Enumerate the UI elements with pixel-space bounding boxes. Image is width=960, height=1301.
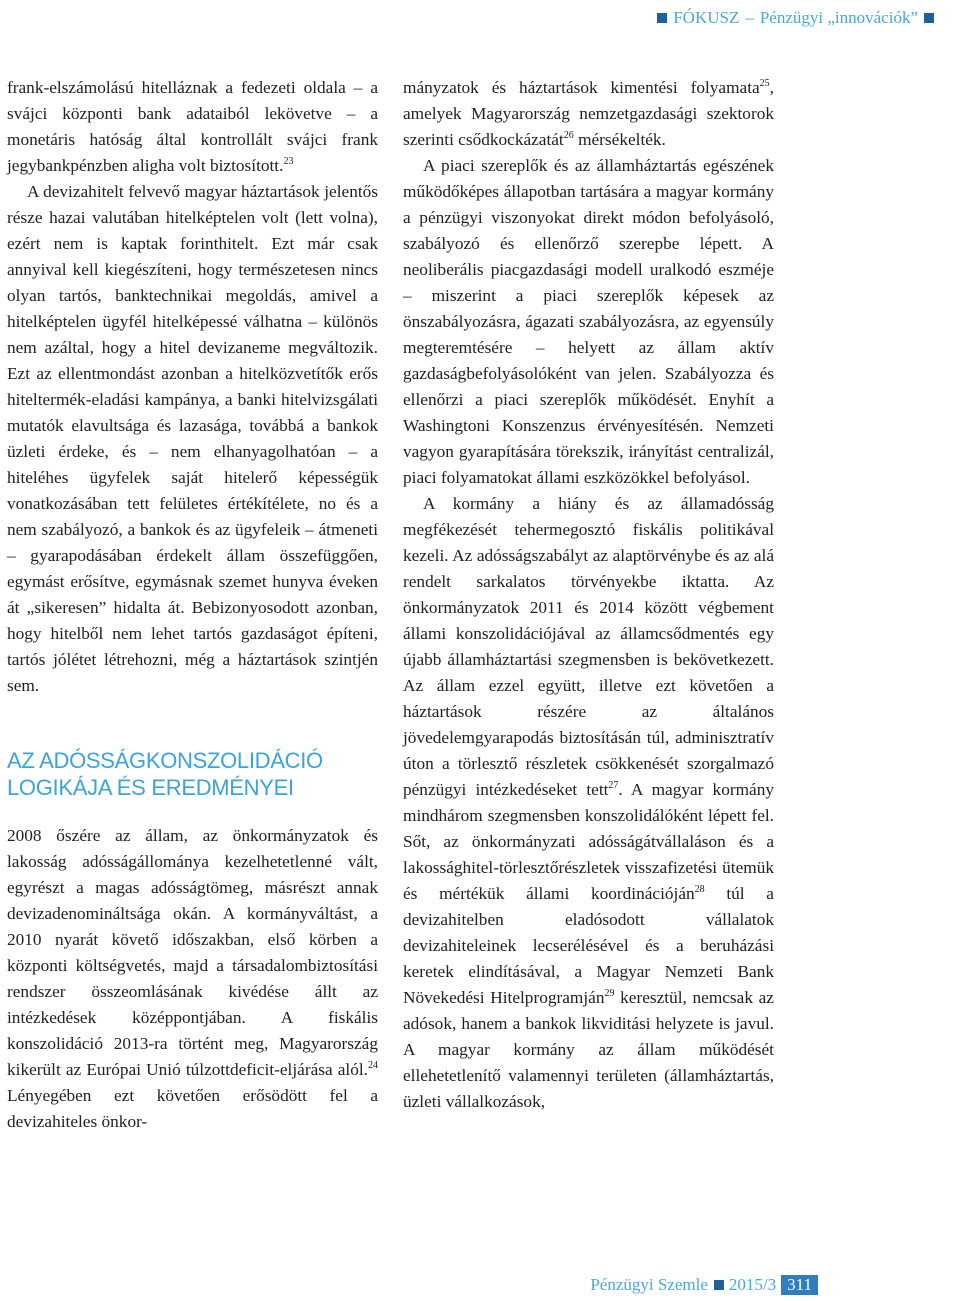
running-footer (590, 1274, 818, 1296)
paragraph-text: Lényegében ezt követően erősödött fel a devizahiteles önkor- (7, 1086, 378, 1131)
paragraph: A devizahitelt felvevő magyar háztartások jelentős része hazai valutában hitelképtelen volt (lett volna), ezért nem is kaptak forinthitelt. Ezt már csak annyival kell kiegészíteni, hogy természetesen nincs olyan tartós, banktechnikai megoldás, amivel a hitelképtelen ügyfél hitelképessé válhatna – különös nem azáltal, hogy a hitel devizaneme megváltozik. Ezt az ellentmondást azonban a hitelközvetítők erős hiteltermék-eladási kampánya, a banki hitelvizsgálati mutatók elavultsága és lazasága, továbbá a bankok üzleti érdeke, és – nem elhanyagolhatóan – a hiteléhes ügyfelek saját hitelerő képességük vonatkozásában tett felületes értékítélete, no és a nem szabályozó, a bankok és az ügyfeleik – átmeneti – gyarapodásában érdekelt állam összefüggően, egymást erősítve, egymásnak szemet hunyva éveken át „sikeresen” hidalta át. Bebizonyosodott azonban, hogy hitelből nem lehet tartós gazdaságot építeni, tartós jólétet létrehozni, még a háztartások szintjén sem. (7, 182, 378, 695)
header-separator: – (745, 8, 754, 27)
paragraph-text: túl a devizahitelben eladósodott vállalatok devizahiteleinek lecserélésével és a beruházási keretek elindításával, a Magyar Nemzeti Bank Növekedési Hitelprogramján (403, 884, 774, 1007)
left-column (7, 75, 378, 1135)
paragraph-text: mérsékelték. (573, 130, 666, 149)
footnote-ref[interactable]: 28 (694, 884, 705, 896)
footnote-ref[interactable]: 29 (604, 988, 615, 1000)
paragraph (403, 491, 774, 1115)
paragraph (7, 823, 378, 1135)
running-header (657, 8, 940, 28)
paragraph-text: keresztül, nemcsak az adósok, hanem a bankok likviditási helyzete is javul. A magyar kormány az állam működését ellehetetlenítő valamennyi területen (államháztartás, üzleti vállalkozások, (403, 988, 774, 1111)
journal-title: Pénzügyi Szemle (590, 1275, 708, 1294)
issue-number: 2015/3 (728, 1275, 777, 1294)
footnote-ref[interactable]: 25 (759, 78, 770, 90)
header-section: FÓKUSZ (673, 8, 740, 27)
footnote-ref[interactable]: 27 (608, 780, 619, 792)
paragraph (7, 75, 378, 179)
square-bullet-icon (657, 13, 667, 23)
footnote-ref[interactable]: 24 (368, 1060, 378, 1072)
footnote-ref[interactable]: 23 (283, 156, 294, 168)
header-topic: Pénzügyi „innovációk” (759, 8, 918, 27)
paragraph-text: mányzatok és háztartások kimentési folyamata (403, 78, 760, 97)
page-number: 311 (781, 1275, 818, 1295)
square-bullet-icon (714, 1280, 724, 1290)
square-bullet-icon (924, 13, 934, 23)
section-heading: AZ ADÓSSÁGKONSZOLIDÁCIÓ LOGIKÁJA ÉS EREDMÉNYEI (7, 748, 323, 800)
paragraph-text: frank-elszámolású hitelláznak a fedezeti oldala – a svájci központi bank adataiból lekövetve – a monetáris hatóság által kontrollált svájci frank jegybankpénzben aligha volt biztosított. (7, 78, 378, 175)
paragraph (403, 75, 774, 153)
paragraph-text: 2008 őszére az állam, az önkormányzatok és lakosság adósságállománya kezelhetetlenné vált, egyrészt a magas adósságtömeg, másrészt annak devizadenomináltsága okán. A kormányváltást, a 2010 nyarát követő időszakban, első körben a központi költségvetés, majd a társadalombiztosítási rendszer összeomlásának kivédése állt az intézkedések középpontjában. A fiskális konszolidáció 2013-ra történt meg, Magyarország kikerült az Európai Unió túlzottdeficit-eljárása alól. (7, 826, 378, 1079)
paragraph-text: . A magyar kormány mindhárom szegmensben konszolidálóként lépett fel. Sőt, az önkormányzati adósságátvállaláson és a lakossághitel-törlesztőrészletek visszafizetési ütemük és mértékük állami koordinációján (403, 780, 774, 903)
paragraph: A piaci szereplők és az államháztartás egészének működőképes állapotban tartására a magyar kormány a pénzügyi viszonyokat direkt módon befolyásoló, szabályozó és ellenőrző szerepbe lépett. A neoliberális piacgazdasági modell uralkodó eszméje – miszerint a piaci szereplők képesek az önszabályozásra, ágazati szabályozásra, az egyensúly megteremtésére – helyett az állam aktív gazdaságbefolyásolóként van jelen. Szabályozza és ellenőrzi a piaci szereplők működését. Enyhít a Washingtoni Konszenzus érvényesítésén. Nemzeti vagyon gyarapítására törekszik, irányítást centralizál, piaci folyamatokat állami eszközökkel befolyásol. (403, 156, 774, 487)
right-column (403, 75, 774, 1115)
paragraph-text: A kormány a hiány és az államadósság megfékezését tehermegosztó fiskális politikával kezeli. Az adósságszabályt az alaptörvénybe és az alá rendelt sarkalatos törvényekbe iktatta. Az önkormányzatok 2011 és 2014 között végbement állami konszolidációjával az államcsődmentés egy újabb államháztartási szegmensben is bekövetkezett. Az állam ezzel együtt, illetve ezt követően a háztartások részére az általános jövedelemgyarapodás biztosításán túl, adminisztratív úton a törlesztő részletek csökkenését szorgalmazó pénzügyi intézkedéseket tett (403, 494, 774, 799)
paragraph-text: , amelyek Magyarország nemzetgazdasági szektorok szerinti csődkockázatát (403, 78, 774, 149)
footnote-ref[interactable]: 26 (563, 130, 574, 142)
